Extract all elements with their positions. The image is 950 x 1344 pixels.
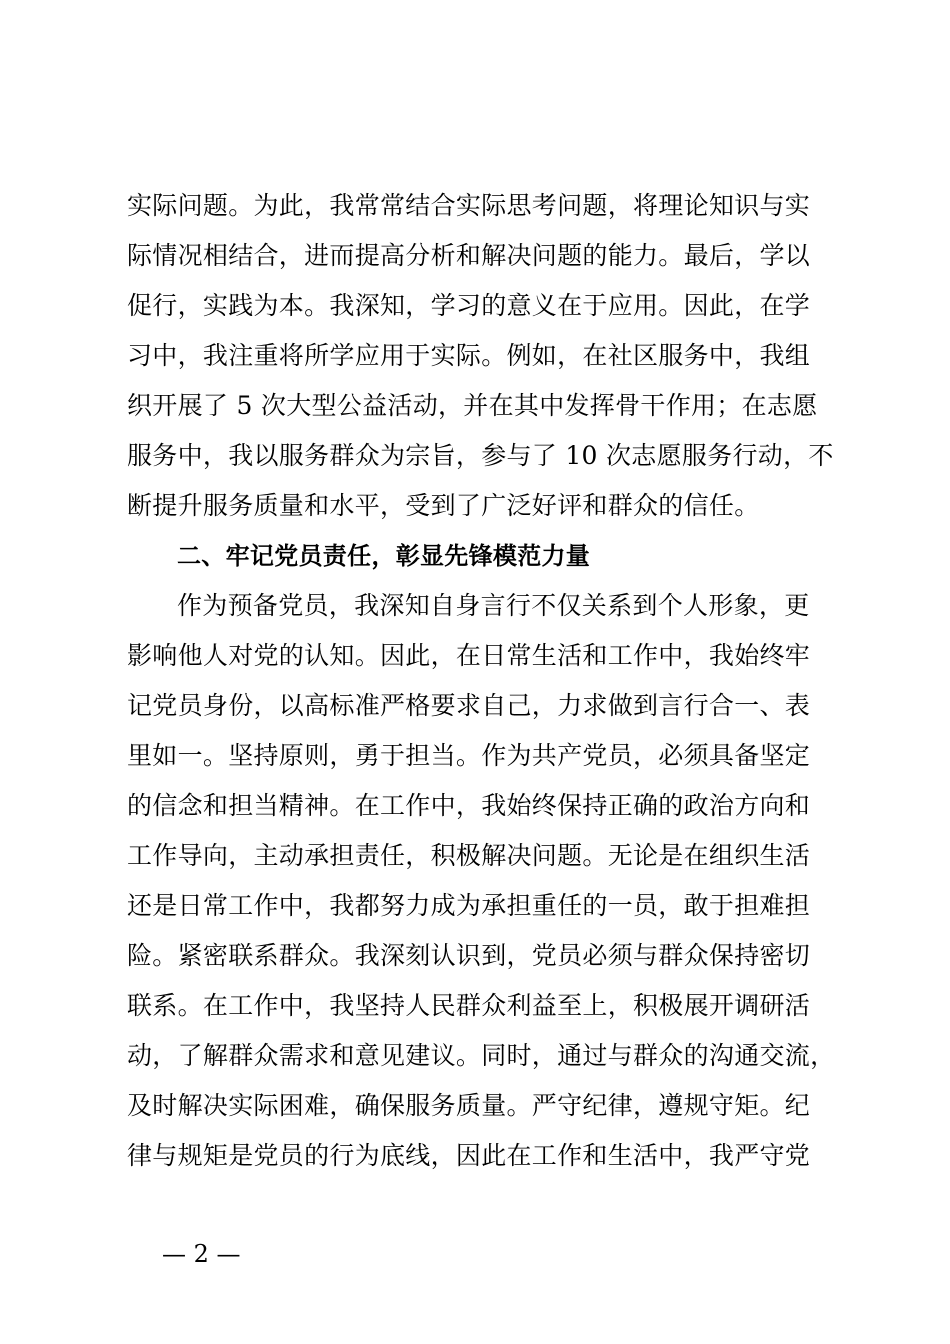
text-line: 实际问题。为此，我常常结合实际思考问题，将理论知识与实 bbox=[127, 191, 811, 220]
text-line: 联系。在工作中，我坚持人民群众利益至上，积极展开调研活 bbox=[127, 991, 811, 1020]
text-line: 还是日常工作中，我都努力成为承担重任的一员，敢于担难担 bbox=[127, 891, 811, 920]
text-line: 断提升服务质量和水平，受到了广泛好评和群众的信任。 bbox=[127, 491, 760, 520]
text-line: 的信念和担当精神。在工作中，我始终保持正确的政治方向和 bbox=[127, 791, 811, 820]
page-number: — 2 — bbox=[162, 1240, 241, 1268]
section-heading: 二、牢记党员责任，彰显先锋模范力量 bbox=[177, 542, 591, 570]
text-line: 险。紧密联系群众。我深刻认识到，党员必须与群众保持密切 bbox=[127, 941, 811, 970]
text-line: 影响他人对党的认知。因此，在日常生活和工作中，我始终牢 bbox=[127, 641, 811, 670]
text-line: 作为预备党员，我深知自身言行不仅关系到个人形象，更 bbox=[177, 591, 810, 620]
text-line: 际情况相结合，进而提高分析和解决问题的能力。最后，学以 bbox=[127, 241, 811, 270]
text-line: 里如一。坚持原则，勇于担当。作为共产党员，必须具备坚定 bbox=[127, 741, 811, 770]
text-line: 服务中，我以服务群众为宗旨，参与了 10 次志愿服务行动，不 bbox=[127, 441, 834, 470]
text-line: 律与规矩是党员的行为底线，因此在工作和生活中，我严守党 bbox=[127, 1141, 811, 1170]
text-line: 记党员身份，以高标准严格要求自己，力求做到言行合一、表 bbox=[127, 691, 811, 720]
text-line: 习中，我注重将所学应用于实际。例如，在社区服务中，我组 bbox=[127, 341, 811, 370]
text-line: 及时解决实际困难，确保服务质量。严守纪律，遵规守矩。纪 bbox=[127, 1091, 811, 1120]
text-line: 动，了解群众需求和意见建议。同时，通过与群众的沟通交流， bbox=[127, 1041, 836, 1070]
text-line: 促行，实践为本。我深知，学习的意义在于应用。因此，在学 bbox=[127, 291, 811, 320]
text-line: 工作导向，主动承担责任，积极解决问题。无论是在组织生活 bbox=[127, 841, 811, 870]
text-line: 织开展了 5 次大型公益活动，并在其中发挥骨干作用；在志愿 bbox=[127, 391, 818, 420]
